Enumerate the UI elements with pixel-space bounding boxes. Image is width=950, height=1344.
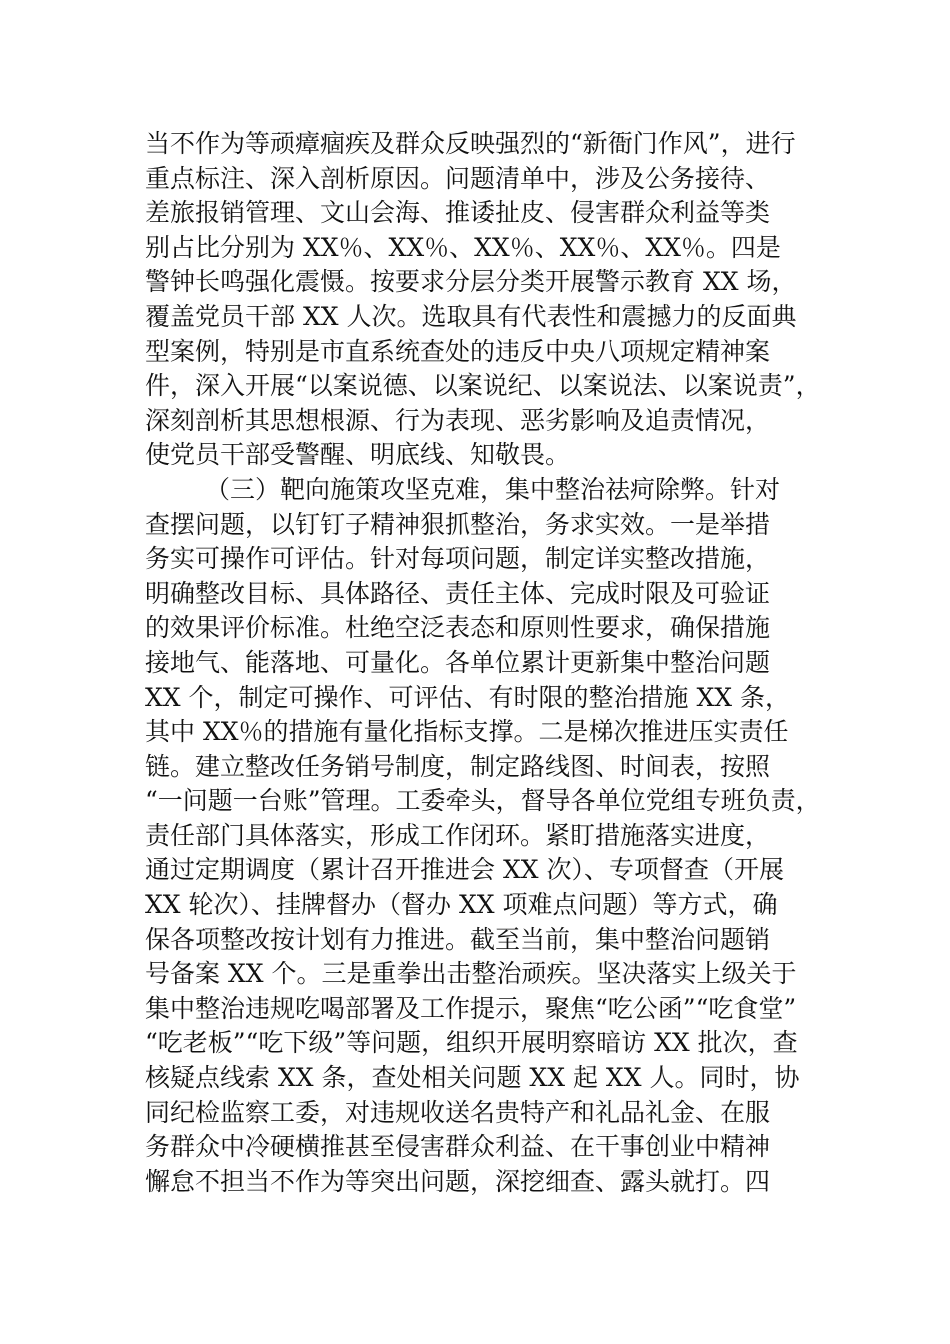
text-line: 通过定期调度（累计召开推进会 XX 次）、专项督查（开展: [145, 855, 784, 885]
text-line: 其中 XX％的措施有量化指标支撑。二是梯次推进压实责任: [145, 717, 789, 747]
text-line: 核疑点线索 XX 条，查处相关问题 XX 起 XX 人。同时，协: [145, 1063, 800, 1093]
text-line: 同纪检监察工委，对违规收送名贵特产和礼品礼金、在服: [145, 1097, 771, 1127]
text-line: XX 轮次）、挂牌督办（督办 XX 项难点问题）等方式，确: [145, 890, 778, 920]
section-heading-line: （三）靶向施策攻坚克难，集中整治祛疴除弊。针对: [205, 474, 781, 504]
text-line: 链。建立整改任务销号制度，制定路线图、时间表，按照: [145, 751, 771, 781]
text-line: 当不作为等顽瘴痼疾及群众反映强烈的“新衙门作风”，进行: [145, 129, 796, 158]
text-line: 差旅报销管理、文山会海、推诿扯皮、侵害群众利益等类: [145, 198, 771, 228]
text-line: 型案例，特别是市直系统查处的违反中央八项规定精神案: [145, 336, 771, 366]
text-line: 深刻剖析其思想根源、行为表现、恶劣影响及追责情况，: [145, 405, 771, 435]
text-line: 警钟长鸣强化震慑。按要求分层分类开展警示教育 XX 场，: [145, 267, 797, 297]
text-line: “吃老板”“吃下级”等问题，组织开展明察暗访 XX 批次，查: [145, 1028, 798, 1058]
text-line: 懈怠不担当不作为等突出问题，深挖细查、露头就打。四: [145, 1166, 771, 1196]
text-line: 接地气、能落地、可量化。各单位累计更新集中整治问题: [145, 647, 771, 677]
text-line: 别占比分别为 XX％、XX％、XX％、XX％、XX％。四是: [145, 232, 781, 262]
text-line: 重点标注、深入剖析原因。问题清单中，涉及公务接待、: [145, 163, 771, 193]
text-line: 覆盖党员干部 XX 人次。选取具有代表性和震撼力的反面典: [145, 301, 797, 331]
text-line: 集中整治违规吃喝部署及工作提示，聚焦“吃公函”“吃食堂”: [145, 993, 797, 1023]
text-line: 责任部门具体落实，形成工作闭环。紧盯措施落实进度，: [145, 820, 771, 850]
text-line: 件，深入开展“以案说德、以案说纪、以案说法、以案说责”，: [145, 371, 821, 401]
body-text: [145, 127, 845, 1199]
text-line: 保各项整改按计划有力推进。截至当前，集中整治问题销: [145, 924, 771, 954]
text-line: 号备案 XX 个。三是重拳出击整治顽疾。坚决落实上级关于: [145, 959, 797, 989]
text-line: 务实可操作可评估。针对每项问题，制定详实整改措施，: [145, 544, 771, 574]
text-line: XX 个，制定可操作、可评估、有时限的整治措施 XX 条，: [145, 682, 791, 712]
text-line: 明确整改目标、具体路径、责任主体、完成时限及可验证: [145, 578, 771, 608]
text-line: 的效果评价标准。杜绝空泛表态和原则性要求，确保措施: [145, 613, 771, 643]
text-line: 使党员干部受警醒、明底线、知敬畏。: [145, 440, 571, 470]
text-line: 务群众中冷硬横推甚至侵害群众利益、在干事创业中精神: [145, 1132, 771, 1162]
text-line: “一问题一台账”管理。工委牵头，督导各单位党组专班负责，: [145, 786, 821, 816]
text-line: 查摆问题，以钉钉子精神狠抓整治，务求实效。一是举措: [145, 509, 771, 539]
